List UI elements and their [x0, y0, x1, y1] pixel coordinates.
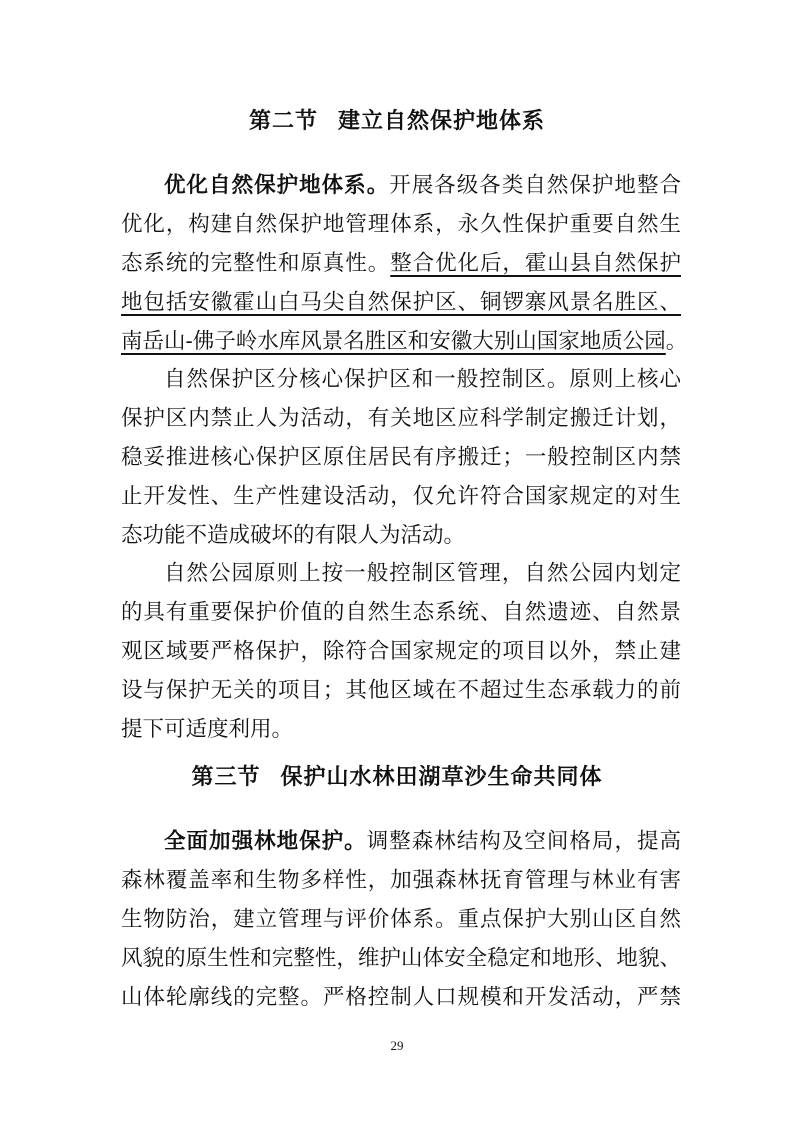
paragraph-line: 自然公园原则上按一般控制区管理，自然公园内划定	[164, 561, 681, 586]
section-2-number: 第二节	[248, 109, 318, 134]
underlined-text: 南岳山-佛子岭水库风景名胜区和安徽大别山国家地质公园	[121, 329, 666, 354]
lead-phrase: 优化自然保护地体系。	[164, 173, 390, 198]
paragraph-line: 设与保护无关的项目；其他区域在不超过生态承载力的前	[121, 678, 681, 703]
paragraph-line: 南岳山-佛子岭水库风景名胜区和安徽大别山国家地质公园。	[121, 329, 688, 354]
paragraph-line: 提下可适度利用。	[121, 717, 294, 742]
section-3-heading	[0, 760, 794, 791]
paragraph-line: 森林覆盖率和生物多样性，加强森林抚育管理与林业有害	[121, 868, 681, 893]
paragraph-line: 优化自然保护地体系。开展各级各类自然保护地整合	[164, 173, 681, 198]
paragraph-line: 态系统的完整性和原真性。整合优化后，霍山县自然保护	[121, 251, 681, 276]
paragraph-line: 止开发性、生产性建设活动，仅允许符合国家规定的对生	[121, 484, 681, 509]
paragraph-line: 稳妥推进核心保护区原住居民有序搬迁；一般控制区内禁	[121, 445, 681, 470]
section-3-number: 第三节	[191, 765, 261, 790]
paragraph-line: 风貌的原生性和完整性，维护山体安全稳定和地形、地貌、	[121, 946, 681, 971]
section-3-title: 保护山水林田湖草沙生命共同体	[280, 765, 603, 790]
paragraph-line: 自然保护区分核心保护区和一般控制区。原则上核心	[164, 367, 681, 392]
paragraph-line: 全面加强林地保护。调整森林结构及空间格局，提高	[164, 829, 681, 854]
underlined-line: 地包括安徽霍山白马尖自然保护区、铜锣寨风景名胜区、	[121, 290, 681, 315]
paragraph-line: 态功能不造成破坏的有限人为活动。	[121, 523, 466, 548]
paragraph-line: 的具有重要保护价值的自然生态系统、自然遗迹、自然景	[121, 600, 681, 625]
paragraph-line: 生物防治，建立管理与评价体系。重点保护大别山区自然	[121, 907, 681, 932]
section-2-title: 建立自然保护地体系	[338, 109, 546, 134]
paragraph-line: 山体轮廓线的完整。严格控制人口规模和开发活动，严禁	[121, 985, 681, 1010]
paragraph-line: 优化，构建自然保护地管理体系，永久性保护重要自然生	[121, 212, 681, 237]
paragraph-line: 观区域要严格保护，除符合国家规定的项目以外，禁止建	[121, 639, 681, 664]
section-2-heading	[0, 104, 794, 135]
underlined-text: 整合优化后，霍山县自然保护	[390, 251, 681, 276]
paragraph-line: 保护区内禁止人为活动，有关地区应科学制定搬迁计划，	[121, 406, 681, 431]
lead-phrase: 全面加强林地保护。	[164, 829, 367, 854]
page-number: 29	[390, 1038, 404, 1053]
